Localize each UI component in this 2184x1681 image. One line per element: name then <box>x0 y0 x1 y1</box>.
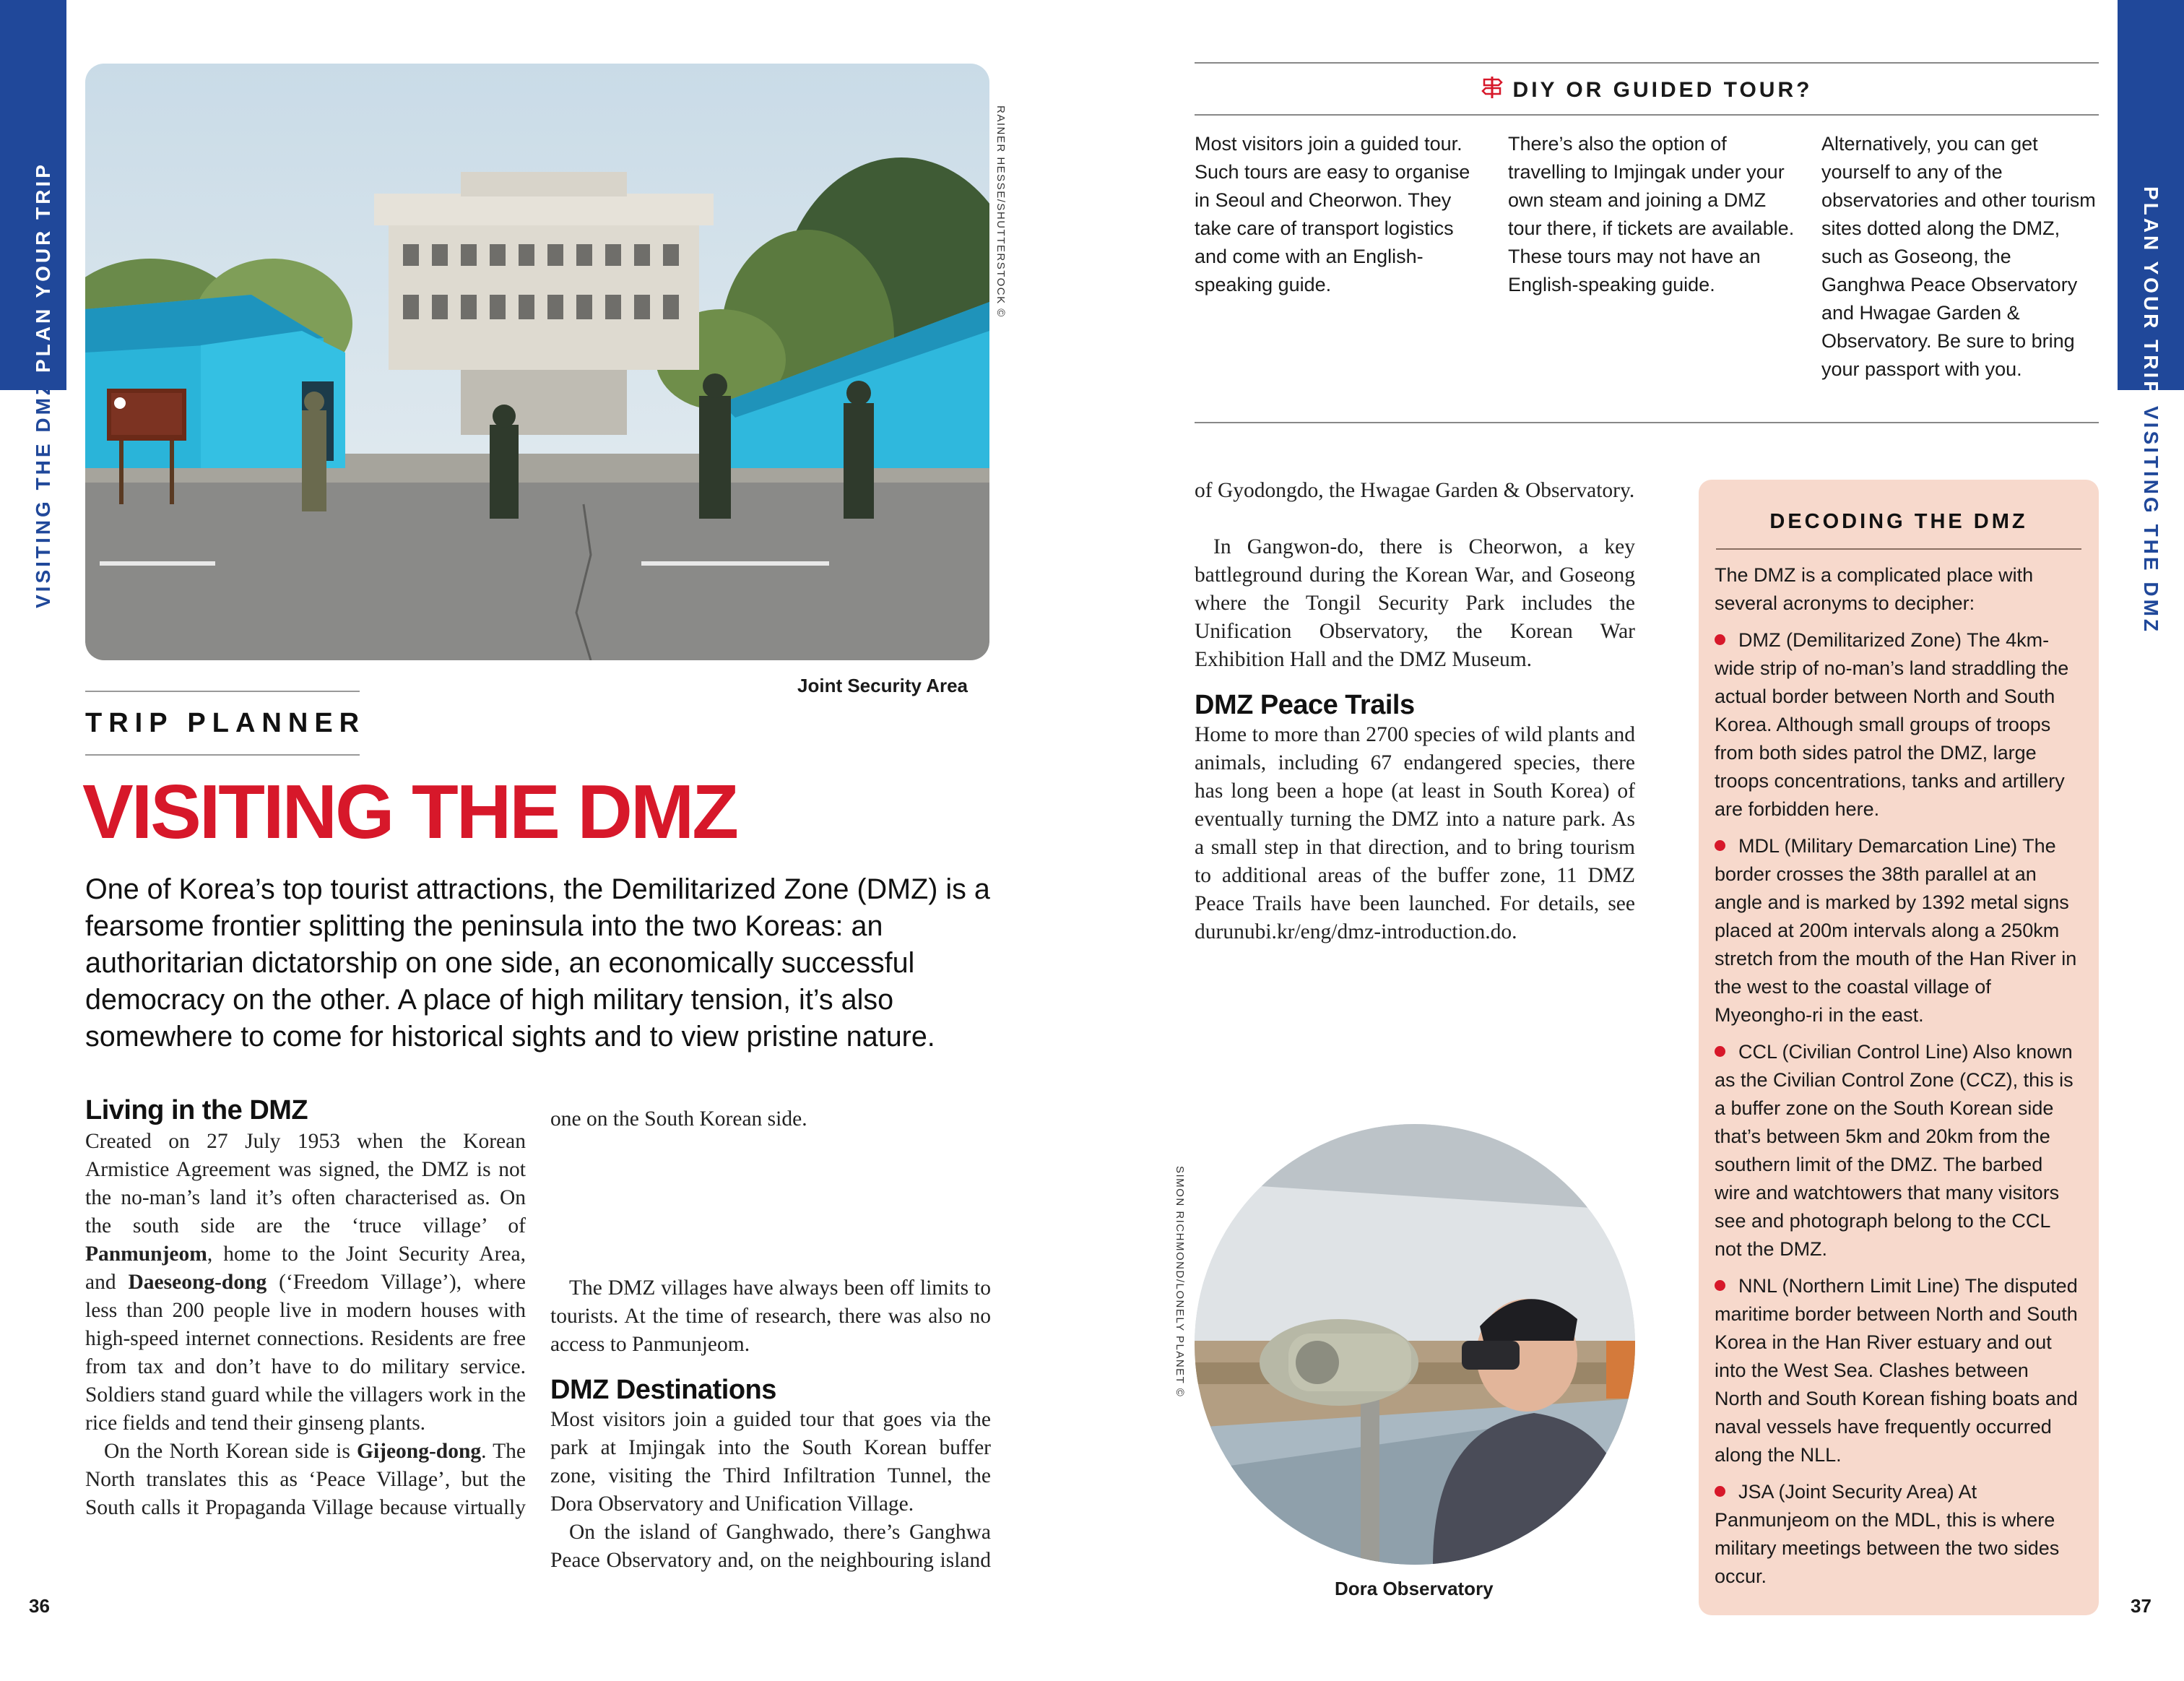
diy-col-2: There’s also the option of travelling to Imjingak under your own steam and joining a DMZ tour there, if tickets are available. These tours may not have an English-speaking guide. <box>1508 133 1795 295</box>
decoding-item-jsa <box>1715 1478 2081 1591</box>
diy-heading: DIY OR GUIDED TOUR? <box>1512 78 1813 102</box>
decoding-box <box>1699 480 2099 1615</box>
decoding-item-nnl-text: NNL (Northern Limit Line) The disputed maritime border between North and South Korea in the Han River estuary and out into the West Sea. Clashes between North and South Korean fishing boats and naval vessels have frequently occurred along the NLL. <box>1715 1275 2078 1466</box>
page-number-left: 36 <box>29 1595 50 1617</box>
destinations-paragraph-2: On the island of Ganghwado, there’s Ganghwa Peace Observatory and, on the neighbouring island <box>550 1521 991 1572</box>
decoding-intro: The DMZ is a complicated place with several acronyms to decipher: <box>1715 564 2034 614</box>
jsa-photo-caption: Joint Security Area <box>797 675 968 696</box>
right-tab-label-bottom: VISITING THE DMZ <box>2140 406 2162 634</box>
decoding-item-mdl-text: MDL (Military Demarcation Line) The border crosses the 38th parallel at an angle and is marked by 1392 metal signs placed at 200m intervals along a 250km stretch from the mouth of the Han River in the west to the coastal village of Myeongho-ri in the east. <box>1715 835 2077 1026</box>
left-tab-label-bottom: VISITING THE DMZ <box>32 380 54 608</box>
daeseong-dong-bold: Daeseong-dong <box>128 1271 267 1294</box>
destinations-column <box>550 1105 991 1575</box>
panmunjeom-bold: Panmunjeom <box>85 1243 207 1266</box>
destinations-heading: DMZ Destinations <box>550 1375 776 1405</box>
kicker-rule-top <box>85 691 360 692</box>
jsa-photo <box>85 64 989 660</box>
bullet-icon <box>1715 840 1725 851</box>
peace-trails-heading: DMZ Peace Trails <box>1195 690 1415 720</box>
living-column <box>85 1097 526 1522</box>
diy-col-3: Alternatively, you can get yourself to any of the observatories and other tourism sites dotted along the DMZ, such as Goseong, the Ganghwa Peace Observatory and Hwagae Garden & Observatory. Be sure to bring your passport with you. <box>1821 133 2096 380</box>
jsa-photo-credit: RAINER HESSE/SHUTTERSTOCK © <box>994 105 1007 318</box>
signpost-icon <box>1481 75 1503 103</box>
decoding-item-mdl <box>1715 832 2081 1029</box>
living-paragraph-2 <box>85 1438 526 1522</box>
living-p1-c: , home to the Joint Security Area, and <box>85 1243 526 1294</box>
decoding-heading: DECODING THE DMZ <box>1769 510 2028 533</box>
peace-trails-paragraph: Home to more than 2700 species of wild plants and animals, including 67 endangered species, there has long been a hope (at least in South Korea) of eventually turning the DMZ into a nature park. As a small step in that direction, and to bring tourism to additional areas of the buffer zone, 11 DMZ Peace Trails have been launched. For details, see durunubi.kr/eng/dmz-introduction.do. <box>1195 723 1635 943</box>
intro-paragraph: One of Korea’s top tourist attractions, the Demilitarized Zone (DMZ) is a fearsome frontier splitting the peninsula into the two Koreas: an authoritarian dictatorship on one side, an economically successful democracy on the other. A place of high military tension, it’s also somewhere to come for historical sights and to view pristine nature. <box>85 873 990 1053</box>
right-tab-label-top: PLAN YOUR TRIP <box>2140 186 2162 397</box>
living-p1-e: (‘Freedom Village’), where less than 200 people live in modern houses with high-speed internet connections. Residents are free from tax and don’t have to do military service. Soldiers stand guard while the villagers work in the rice fields and tend their ginseng plants. <box>85 1271 526 1435</box>
dora-photo-caption: Dora Observatory <box>1335 1578 1494 1599</box>
bullet-icon <box>1715 1486 1725 1497</box>
decoding-item-nnl <box>1715 1272 2081 1469</box>
diy-rule-top <box>1195 62 2099 64</box>
gijeong-dong-bold: Gijeong-dong <box>357 1440 482 1463</box>
living-p2-c-part2: one on the South Korean side. <box>550 1107 807 1131</box>
living-heading: Living in the DMZ <box>85 1095 308 1125</box>
decoding-item-ccl <box>1715 1038 2081 1263</box>
living-paragraph-3: The DMZ villages have always been off limits to tourists. At the time of research, there was also no access to Panmunjeom. <box>550 1276 991 1356</box>
destinations-paragraph-2-continued: of Gyodongdo, the Hwagae Garden & Observatory. <box>1195 479 1635 502</box>
kicker: TRIP PLANNER <box>85 708 366 738</box>
decoding-item-ccl-text: CCL (Civilian Control Line) Also known as the Civilian Control Zone (CCZ), this is a buffer zone on the South Korean side that’s between 5km and 20km from the southern limit of the DMZ. The barbed wire and watchtowers that many visitors see and photograph belong to the CCL not the DMZ. <box>1715 1041 2074 1260</box>
decoding-content <box>1699 550 2099 1591</box>
dora-photo <box>1195 1124 1635 1565</box>
diy-col-1: Most visitors join a guided tour. Such tours are easy to organise in Seoul and Cheorwon. They take care of transport logistics and come with an English-speaking guide. <box>1195 133 1470 295</box>
kicker-rule-bottom <box>85 754 360 756</box>
living-paragraph-2-continued <box>550 1105 991 1133</box>
decoding-item-dmz-text: DMZ (Demilitarized Zone) The 4km-wide strip of no-man’s land straddling the actual border between North and South Korea. Although small groups of troops from both sides patrol the DMZ, large troops concentrations, tanks and artillery are forbidden here. <box>1715 629 2069 820</box>
destinations-p2-continued-wrap <box>1195 477 1635 533</box>
diy-header <box>1195 75 2099 103</box>
destinations-paragraph-3: In Gangwon-do, there is Cheorwon, a key battleground during the Korean War, and Goseong where the Tongil Security Park includes the Unification Observatory, the Korean War Exhibition Hall and the DMZ Museum. <box>1195 535 1635 671</box>
decoding-item-jsa-text: JSA (Joint Security Area) At Panmunjeom on the MDL, this is where military meetings between the two sides occur. <box>1715 1481 2060 1587</box>
living-p2-a: On the North Korean side is <box>104 1440 357 1463</box>
bullet-icon <box>1715 1280 1725 1291</box>
page-number-right: 37 <box>2131 1595 2152 1617</box>
living-p1-a: Created on 27 July 1953 when the Korean Armistice Agreement was signed, the DMZ is not the no-man’s land it’s often characterised as. On the south side are the ‘truce village’ of <box>85 1130 526 1237</box>
peace-column <box>1195 477 1635 946</box>
living-p2-c-part1: . The North translates this as ‘Peace Village’, but the South calls it Propaganda Village because virtually <box>85 1440 526 1519</box>
page-title: VISITING THE DMZ <box>82 769 737 855</box>
diy-rule-bottom <box>1195 422 2099 423</box>
bullet-icon <box>1715 634 1725 645</box>
dora-photo-credit: SIMON RICHMOND/LONELY PLANET © <box>1174 1166 1186 1398</box>
bullet-icon <box>1715 1046 1725 1057</box>
destinations-paragraph-1: Most visitors join a guided tour that goes via the park at Imjingak into the South Korean buffer zone, visiting the Third Infiltration Tunnel, the Dora Observatory and Unification Village. <box>550 1408 991 1516</box>
diy-rule-mid <box>1195 114 2099 116</box>
living-paragraph-1 <box>85 1128 526 1438</box>
living-p2-continued-wrap <box>550 1105 991 1274</box>
decoding-item-dmz <box>1715 626 2081 824</box>
left-tab-label-top: PLAN YOUR TRIP <box>32 162 54 373</box>
